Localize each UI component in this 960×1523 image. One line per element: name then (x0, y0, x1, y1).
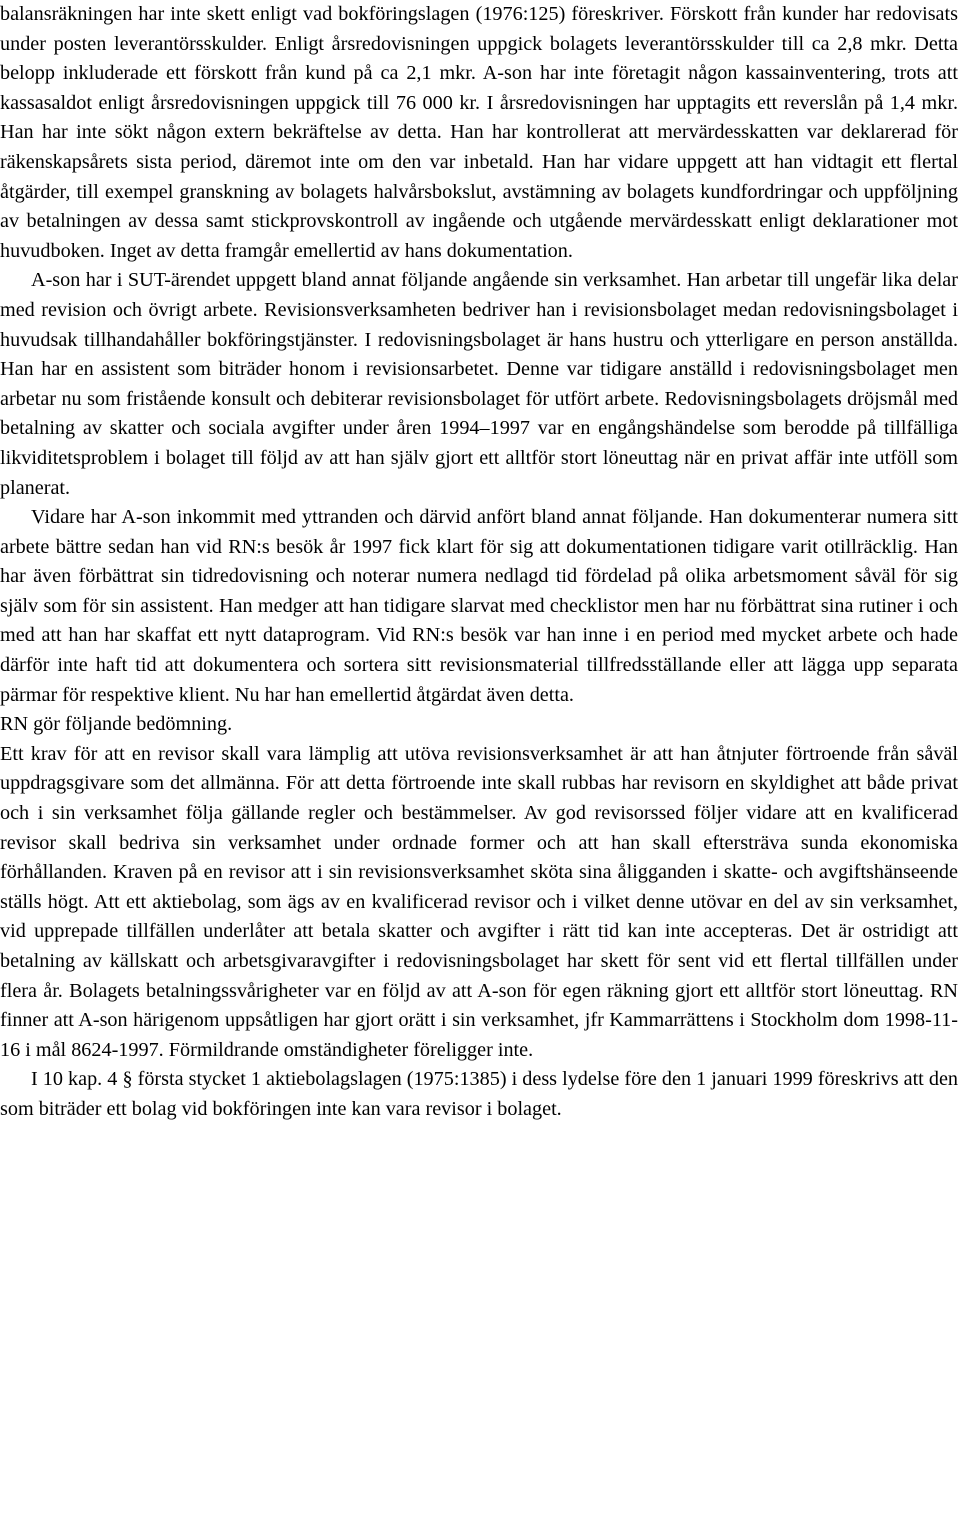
paragraph-sut-statement: A-son har i SUT-ärendet uppgett bland annat följande angående sin verksamhet. Han arbetar till ungefär lika delar med revision och övrigt arbete. Revisionsverksamheten bedriver han i revisionsbolaget medan redovisningsbolaget i huvudsak tillhandahåller bokföringstjänster. I redovisningsbolaget är hans hustru och ytterligare en person anställda. Han har en assistent som biträder honom i revisionsarbetet. Denne var tidigare anställd i redovisningsbolaget men arbetar nu som fristående konsult och debiterar revisionsbolaget för utfört arbete. Redovisningsbolagets dröjsmål med betalning av skatter och sociala avgifter under åren 1994–1997 var en engångshändelse som berodde på tillfälliga likviditetsproblem i bolaget till följd av att han själv gjort ett alltför stort löneuttag när en privat affär inte utföll som planerat. (0, 269, 958, 499)
paragraph-law-reference: I 10 kap. 4 § första stycket 1 aktiebolagslagen (1975:1385) i dess lydelse före den 1 januari 1999 föreskrivs att den som biträder ett bolag vid bokföringen inte kan vara revisor i bolaget. (0, 1068, 958, 1120)
paragraph-assessment: Ett krav för att en revisor skall vara lämplig att utöva revisionsverksamhet är att han åtnjuter förtroende från såväl uppdragsgivare som det allmänna. För att detta förtroende inte skall rubbas har revisorn en skyldighet att både privat och i sin verksamhet följa gällande regler och bestämmelser. Av god revisorssed följer vidare att en kvalificerad revisor skall bedriva sin verksamhet under ordnade former och att han skall eftersträva sunda ekonomiska förhållanden. Kraven på en revisor att i sin revisionsverksamhet sköta sina åligganden i skatte- och avgiftshänseende ställs högt. Att ett aktiebolag, som ägs av en kvalificerad revisor och i vilket denne utövar en del av sin verksamhet, vid upprepade tillfällen underlåter att betala skatter och avgifter i rätt tid kan inte accepteras. Det är ostridigt att betalning av källskatt och arbetsgivaravgifter i redovisningsbolaget har skett för sent vid ett flertal tillfällen under flera år. Bolagets betalningssvårigheter var en följd av att A-son för egen räkning gjort ett alltför stort löneuttag. RN finner att A-son härigenom uppsåtligen har gjort orätt i sin verksamhet, jfr Kammarrättens i Stockholm dom 1998-11-16 i mål 8624-1997. Förmildrande omständigheter föreligger inte. (0, 742, 958, 1061)
paragraph-statements: Vidare har A-son inkommit med yttranden och därvid anfört bland annat följande. Han dokumenterar numera sitt arbete bättre sedan han vid RN:s besök år 1997 fick klart för sig att dokumentationen tidigare varit otillräcklig. Han har även förbättrat sin tidredovisning och noterar numera nedlagd tid fördelad på olika arbetsmoment såväl för sig själv som för sin assistent. Han medger att han tidigare slarvat med checklistor men har nu förbättrat sina rutiner i och med att han har skaffat ett nytt dataprogram. Vid RN:s besök var han inne i en period med mycket arbete och hade därför inte haft tid att dokumentera och sortera sitt revisionsmaterial tillfredsställande eller att lägga upp separata pärmar för respektive klient. Nu har han emellertid åtgärdat även detta. (0, 506, 958, 706)
paragraph-accounting-findings: balansräkningen har inte skett enligt vad bokföringslagen (1976:125) föreskriver. Förskott från kunder har redovisats under posten leverantörsskulder. Enligt årsredovisningen uppgick bolagets leverantörsskulder till ca 2,8 mkr. Detta belopp inkluderade ett förskott från kund på ca 2,1 mkr. A-son har inte företagit någon kassainventering, trots att kassasaldot enligt årsredovisningen uppgick till 76 000 kr. I årsredovisningen har upptagits ett reverslån på 1,4 mkr. Han har inte sökt någon extern bekräftelse av detta. Han har kontrollerat att mervärdesskatten var deklarerad för räkenskapsårets sista period, däremot inte om den var inbetald. Han har vidare uppgett att han vidtagit ett flertal åtgärder, till exempel granskning av bolagets halvårsbokslut, avstämning av bolagets kundfordringar och uppföljning av betalningen av dessa samt stickprovskontroll av ingående och utgående mervärdesskatt enligt deklarationer mot huvudboken. Inget av detta framgår emellertid av hans dokumentation. (0, 3, 958, 262)
paragraph-assessment-heading: RN gör följande bedömning. (0, 713, 233, 736)
